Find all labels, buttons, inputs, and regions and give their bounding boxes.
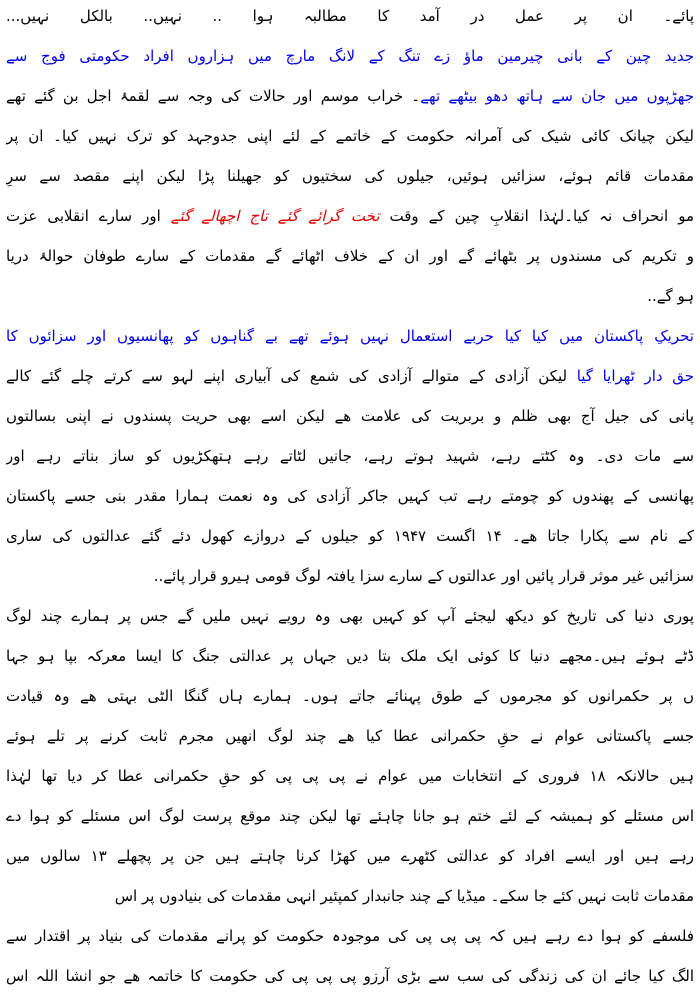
text-line (6, 120, 694, 152)
text-line (6, 720, 694, 752)
text-line (6, 800, 694, 832)
text-line (6, 200, 694, 232)
emphasis-phrase: تخت گرائے گئے تاج اچھالے گئے (170, 207, 380, 225)
text-segment: سزائیں غیر موثر قرار پائیں اور عدالتوں کے سارے سزا یافتہ لوگ قومی ہیرو قرار پائے.. (153, 567, 694, 585)
text-line (6, 520, 694, 552)
text-segment: الگ کیا جائے ان کی زندگی کی سب سے بڑی آرزو پی پی پی کی حکومت کا خاتمہ ھے جو انشا اللہ اس (6, 967, 694, 985)
text-line (6, 360, 694, 392)
text-segment: ۔ خراب موسم اور حالات کی وجہ سے لقمۂ اجل بن گئے تھے (6, 87, 421, 105)
text-segment: ہیں حالانکہ ۱۸ فروری کے انتخابات میں عوام نے پی پی پی کو حقِ حکمرانی عطا کر دیا تھا لہٰذا (6, 767, 694, 785)
text-line (6, 280, 694, 312)
text-segment: ہو گے.. (647, 287, 694, 305)
text-line (6, 40, 694, 72)
text-line (6, 560, 694, 592)
text-segment: پوری دنیا کی تاریخ کو دیکھ لیجئے آپ کو کہیں بھی وہ رویے نہیں ملیں گے جس پر ہمارے چند لوگ (6, 607, 694, 625)
text-line (6, 320, 694, 352)
text-segment: لیکن چیانک کائی شیک کی آمرانہ حکومت کے خاتمے کے لئے اپنی جدوجہد کو ترک نہیں کیا۔ ان پر (6, 127, 694, 145)
text-segment: مقدمات قائم ہوئے، سزائیں ہوئیں، جیلوں کی سختیوں کو جھیلنا پڑا لیکن اپنے مقصد سے سرِ (6, 167, 694, 185)
text-line (6, 400, 694, 432)
text-line (6, 880, 694, 912)
text-segment: فلسفے کو ہوا دے رہے ہیں کہ پی پی پی کی موجودہ حکومت کو پرانے مقدمات کی بنیاد پر اقتدار سے (6, 927, 694, 945)
text-line (6, 80, 694, 112)
text-line (6, 240, 694, 272)
text-line (6, 680, 694, 712)
text-line (6, 440, 694, 472)
text-segment: مقدمات ثابت نہیں کئے جا سکے۔ میڈیا کے چند جانبدار کمپئیر انہی مقدمات کی بنیادوں پر اس (114, 887, 694, 905)
text-line (6, 920, 694, 952)
text-segment: ں پر حکمرانوں کو مجرموں کے طوق پہنائے جاتے ہوں۔ ہمارے ہاں گنگا الٹی بہتی ھے وہ قیادت (6, 687, 694, 705)
text-segment: پائے۔ ان پر عمل در آمد کا مطالبہ ہوا .. نہیں.. بالکل نہیں... (6, 7, 694, 25)
text-segment: ڈٹے ہوئے ہیں۔مجھے دنیا کا کوئی ایک ملک بتا دیں جہاں پر عدالتی جنگ کا ایسا معرکہ بپا ہو جہا (6, 647, 694, 665)
text-segment: سے مات دی۔ وہ کٹتے رہے، شہید ہوتے رہے، جانیں لٹاتے رہے ہتھکڑیوں کو ساز بناتے رہے اور (6, 447, 694, 465)
highlighted-phrase: جھڑپوں میں جان سے ہاتھ دھو بیٹھے تھے (420, 87, 694, 105)
text-segment: رہے ہیں اور ایسے افراد کو عدالتی کٹھرے میں کھڑا کرنا چاہتے ہیں جن پر پچھلے ۱۳ سالوں میں (6, 847, 694, 865)
text-segment: پانی کی جیل آج بھی ظلم و بربریت کی علامت ھے لیکن اسے بھی حریت پسندوں نے اپنی بسالتوں (6, 407, 694, 425)
text-segment: لیکن آزادی کے متوالے آزادی کی شمع کی آبیاری اپنے لہو سے کرتے چلے گئے کالے (6, 367, 577, 385)
text-line (6, 600, 694, 632)
text-line (6, 0, 694, 32)
text-segment: کے نام سے پکارا جاتا ھے۔ ۱۴ اگست ۱۹۴۷ کو جیلوں کے دروازے کھول دئے گئے عدالتوں کی ساری (6, 527, 694, 545)
text-line (6, 480, 694, 512)
text-segment: جسے پاکستانی عوام نے حقِ حکمرانی عطا کیا ھے چند لوگ انھیں مجرم ثابت کرنے پر تلے ہوئے (6, 727, 694, 745)
text-segment: مو انحراف نہ کیا۔لہٰذا انقلابِ چین کے وقت (379, 207, 694, 225)
text-line (6, 840, 694, 872)
text-line (6, 760, 694, 792)
text-line (6, 160, 694, 192)
text-segment: پھانسی کے پھندوں کو چومتے رہے تب کہیں جاکر آزادی کی وہ نعمت ہمارا مقدر بنی جسے پاکستان (6, 487, 694, 505)
text-line (6, 960, 694, 992)
highlighted-phrase: جدید چین کے بانی چیرمین ماؤ زے تنگ کے لانگ مارچ میں ہزاروں افراد حکومتی فوج سے (6, 47, 694, 65)
highlighted-phrase: حق دار ٹھرایا گیا (576, 367, 694, 385)
highlighted-phrase: تحریکِ پاکستان میں کیا کیا حربے استعمال نہیں ہوئے تھے بے گناہوں کو پھانسیوں اور سزائوں کا (6, 327, 694, 345)
text-segment: اور سارے انقلابی عزت (6, 207, 171, 225)
text-segment: و تکریم کی مسندوں پر بٹھائے گے اور ان کے خلاف اٹھائے گے مقدمات کے سارے طوفان حوالۂ دریا (6, 247, 694, 265)
text-line (6, 640, 694, 672)
text-segment: اس مسئلے کو ہمیشہ کے لئے ختم ہو جانا چاہئے تھا لیکن چند موقع پرست لوگ اس مسئلے کو ہوا دے (6, 807, 694, 825)
